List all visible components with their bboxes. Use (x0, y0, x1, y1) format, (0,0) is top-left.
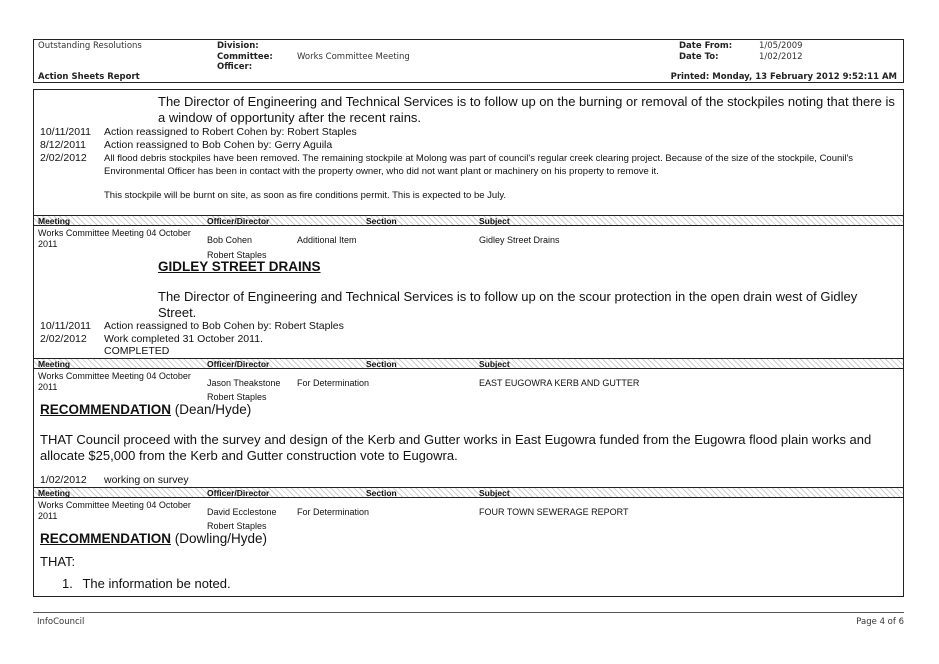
action-date: 10/11/2011 (40, 320, 91, 332)
officer-cell: David Ecclestone (207, 507, 277, 517)
recommendation-line (40, 531, 267, 547)
item-heading: GIDLEY STREET DRAINS (158, 259, 321, 274)
action-text: Action reassigned to Robert Cohen by: Robert Staples (104, 126, 357, 138)
meeting-cell: Works Committee Meeting 04 October 2011 (38, 228, 191, 249)
col-subject: Subject (479, 216, 510, 226)
col-subject: Subject (479, 359, 510, 369)
action-text: working on survey (104, 474, 189, 486)
officer-cell: Bob Cohen (207, 235, 253, 245)
section-cell: Additional Item (297, 235, 357, 245)
officer-cell: Robert Staples (207, 521, 267, 531)
recommendation-movers: (Dowling/Hyde) (174, 531, 268, 546)
table-header-row (34, 215, 903, 226)
footer-system: InfoCouncil (37, 617, 85, 627)
recommendation-label: RECOMMENDATION (40, 531, 171, 546)
committee-label: Committee: (217, 52, 273, 62)
date-from-label: Date From: (679, 41, 733, 51)
col-officer: Officer/Director (207, 216, 270, 226)
report-body (33, 89, 904, 597)
resolution-text: The Director of Engineering and Technical Services is to follow up on the burning or removal of the stockpiles noting that there is a window of opportunity after the recent rains. (158, 94, 895, 125)
action-text: Action reassigned to Bob Cohen by: Robert Staples (104, 320, 344, 332)
action-date: 2/02/2012 (40, 333, 87, 345)
col-officer: Officer/Director (207, 488, 270, 498)
resolution-text: THAT Council proceed with the survey and design of the Kerb and Gutter works in East Eugowra funded from the Eugowra flood plain works and allocate $25,000 from the Kerb and Gutter construction vote to Eugowra. (40, 432, 872, 463)
action-date: 2/02/2012 (40, 152, 87, 164)
subject-cell: Gidley Street Drains (479, 235, 560, 245)
printed-value: Monday, 13 February 2012 9:52:11 AM (712, 72, 897, 82)
officer-label: Officer: (217, 62, 253, 72)
section-cell: For Determination (297, 507, 370, 517)
table-header-row (34, 358, 903, 369)
report-name: Action Sheets Report (38, 72, 140, 82)
officer-cell: Robert Staples (207, 250, 267, 260)
list-item-number: 1. (62, 576, 73, 591)
recommendation-label: RECOMMENDATION (40, 402, 171, 417)
date-to-label: Date To: (679, 52, 719, 62)
meeting-cell: Works Committee Meeting 04 October 2011 (38, 371, 191, 392)
division-label: Division: (217, 41, 259, 51)
printed-label: Printed: (670, 72, 710, 82)
footer-divider (33, 612, 904, 613)
action-text: Work completed 31 October 2011. (104, 333, 263, 345)
date-to-value: 1/02/2012 (759, 52, 803, 62)
col-meeting: Meeting (38, 216, 71, 226)
col-officer: Officer/Director (207, 359, 270, 369)
meeting-cell: Works Committee Meeting 04 October 2011 (38, 500, 191, 521)
section-cell: For Determination (297, 378, 370, 388)
that-text: THAT: (40, 554, 76, 569)
officer-cell: Robert Staples (207, 392, 267, 402)
col-section: Section (366, 488, 397, 498)
action-text: All flood debris stockpiles have been removed. The remaining stockpile at Molong was part of council's regular creek clearing project. Because of the size of the stockpile, Counil's Environmental Officer has been in contact with the property owner, who did not want plant or machinery on his property to remove it. (104, 153, 854, 177)
committee-value: Works Committee Meeting (297, 52, 410, 62)
status-text: COMPLETED (104, 345, 170, 357)
date-from-value: 1/05/2009 (759, 41, 803, 51)
recommendation-line (40, 402, 251, 418)
subject-cell: EAST EUGOWRA KERB AND GUTTER (479, 378, 640, 388)
list-item (62, 576, 231, 592)
printed-stamp (671, 72, 897, 82)
resolution-text: The Director of Engineering and Technical Services is to follow up on the scour protection in the open drain west of Gidley Street. (158, 289, 858, 320)
action-date: 10/11/2011 (40, 126, 91, 138)
action-note: This stockpile will be burnt on site, as soon as fire conditions permit. This is expected to be July. (104, 190, 507, 201)
subject-cell: FOUR TOWN SEWERAGE REPORT (479, 507, 629, 517)
recommendation-movers: (Dean/Hyde) (174, 402, 252, 417)
list-item-text: The information be noted. (82, 576, 231, 591)
action-date: 1/02/2012 (40, 474, 87, 486)
col-meeting: Meeting (38, 359, 71, 369)
action-text: Action reassigned to Bob Cohen by: Gerry Aguila (104, 139, 333, 151)
report-type: Outstanding Resolutions (38, 41, 142, 51)
officer-cell: Jason Theakstone (207, 378, 281, 388)
col-section: Section (366, 359, 397, 369)
report-header (33, 39, 904, 83)
col-section: Section (366, 216, 397, 226)
footer-page: Page 4 of 6 (856, 617, 904, 627)
action-date: 8/12/2011 (40, 139, 86, 151)
table-header-row (34, 487, 903, 498)
col-subject: Subject (479, 488, 510, 498)
col-meeting: Meeting (38, 488, 71, 498)
